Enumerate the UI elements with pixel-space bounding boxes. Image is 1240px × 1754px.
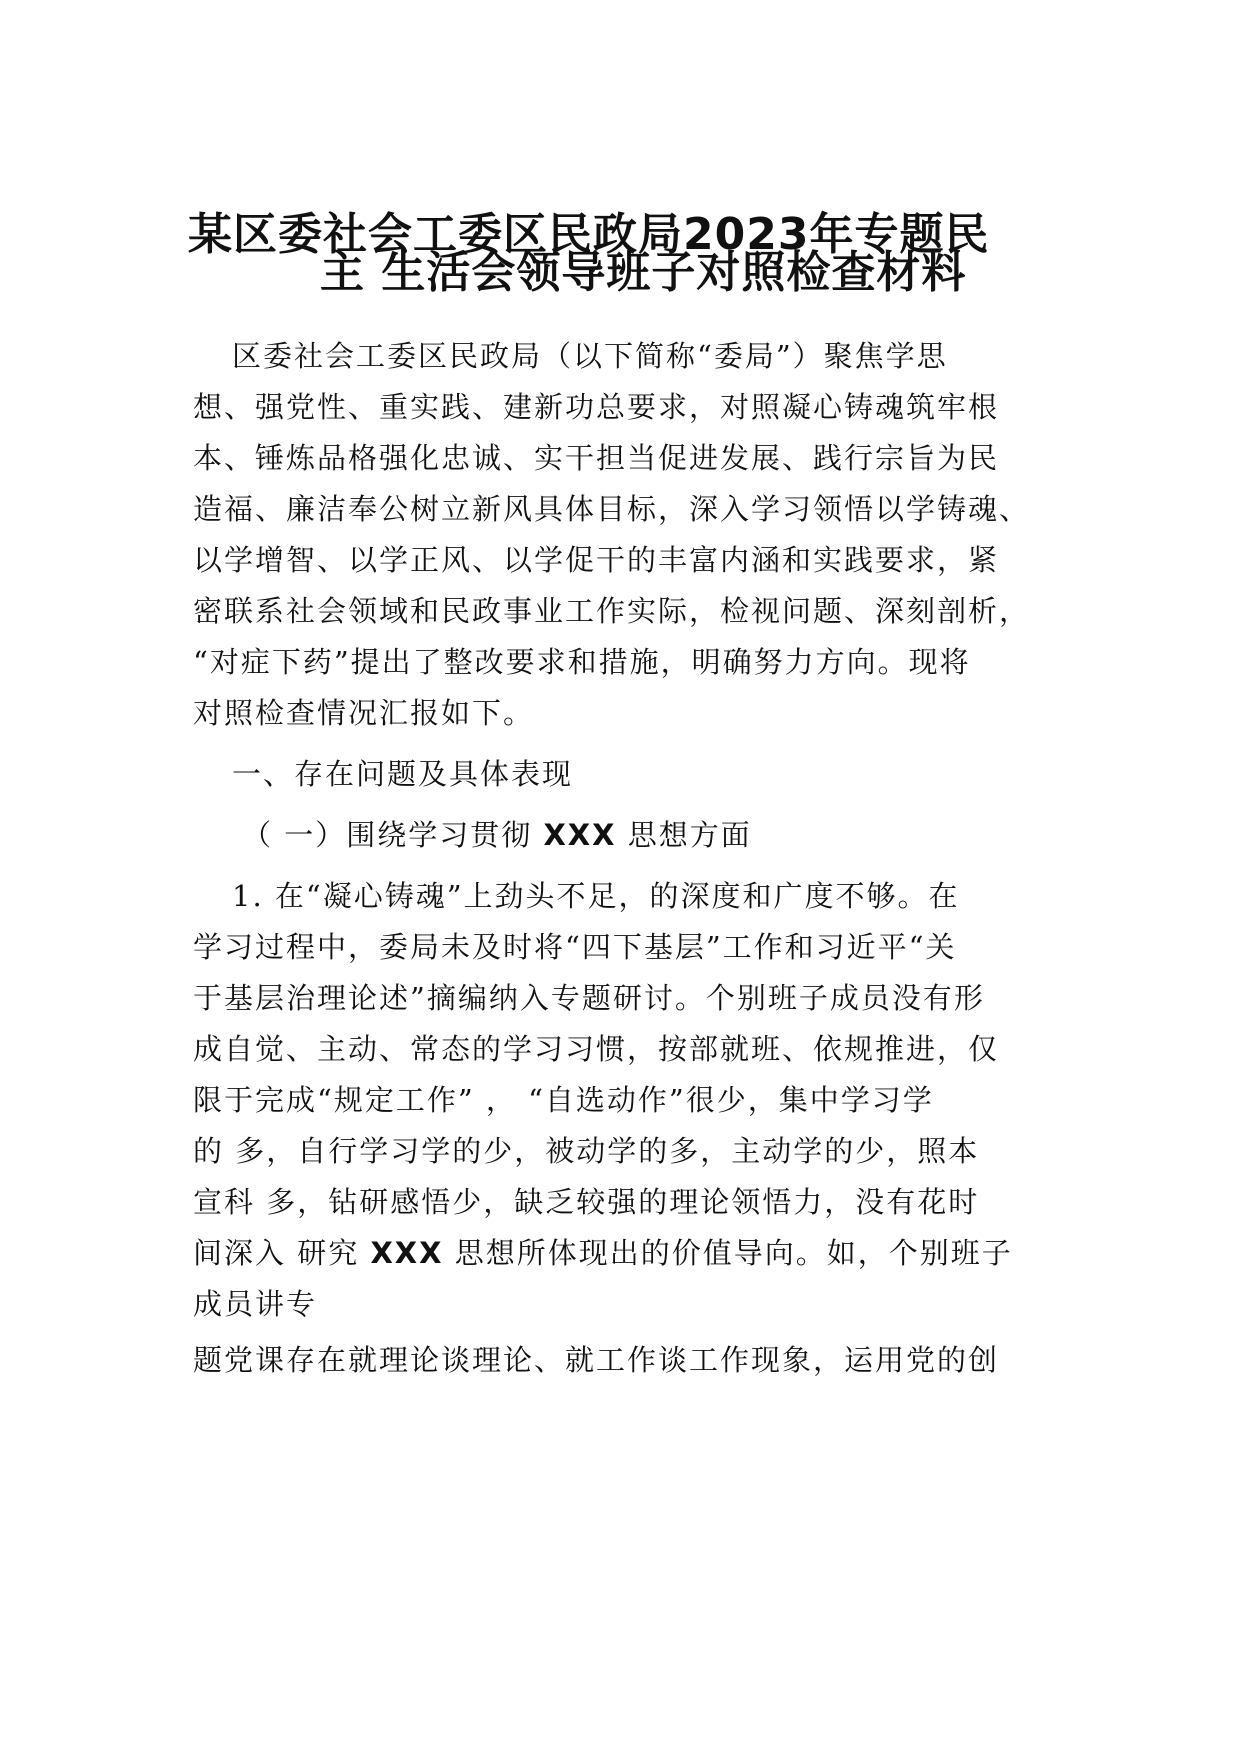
item1-line-1: 1. 在“凝心铸魂”上劲头不足，的深度和广度不够。在 bbox=[232, 879, 960, 913]
intro-line-5: 以学增智、以学正风、以学促干的丰富内涵和实践要求，紧 bbox=[193, 543, 1000, 577]
subsection-heading-text-after: 思想方面 bbox=[616, 818, 752, 852]
item1-line-8-before: 间深入 研究 bbox=[193, 1236, 371, 1270]
intro-line-2: 想、强党性、重实践、建新功总要求，对照凝心铸魂筑牢根 bbox=[193, 390, 1000, 424]
subsection-heading-text-before: （ 一）围绕学习贯彻 bbox=[242, 818, 544, 852]
intro-line-1: 区委社会工委区民政局（以下简称“委局”）聚焦学思 bbox=[232, 339, 948, 373]
subsection-heading-1 bbox=[242, 815, 1122, 855]
item1-line-10: 题党课存在就理论谈理论、就工作谈工作现象，运用党的创 bbox=[193, 1343, 1000, 1377]
intro-line-3: 本、锤炼品格强化忠诚、实干担当促进发展、践行宗旨为民 bbox=[193, 441, 1000, 475]
section-heading-1: 一、存在问题及具体表现 bbox=[232, 757, 574, 791]
item1-line-5: 限于完成“规定工作” ， “自选动作”很少，集中学习学 bbox=[193, 1083, 934, 1117]
intro-line-7: “对症下药”提出了整改要求和措施，明确努力方向。现将 bbox=[193, 645, 971, 679]
intro-line-4: 造福、廉洁奉公树立新风具体目标，深入学习领悟以学铸魂、 bbox=[193, 492, 1031, 526]
item1-line-8-after: 思想所体现出的价值导向。如，个别班子 bbox=[443, 1236, 1013, 1270]
intro-line-8: 对照检查情况汇报如下。 bbox=[193, 696, 535, 730]
intro-line-6: 密联系社会领域和民政事业工作实际，检视问题、深刻剖析， bbox=[193, 594, 1031, 628]
item1-line-7: 宣科 多，钻研感悟少，缺乏较强的理论领悟力，没有花时 bbox=[193, 1185, 980, 1219]
subsection-heading-bold: XXX bbox=[543, 818, 617, 852]
item1-line-8-bold: XXX bbox=[370, 1236, 444, 1270]
item1-line-2: 学习过程中，委局未及时将“四下基层”工作和习近平“关 bbox=[193, 930, 957, 964]
item1-line-6: 的 多，自行学习学的少，被动学的多，主动学的少，照本 bbox=[193, 1134, 980, 1168]
item1-line-8 bbox=[193, 1233, 1073, 1273]
item1-line-9: 成员讲专 bbox=[193, 1287, 318, 1321]
item1-line-4: 成自觉、主动、常态的学习习惯，按部就班、依规推进，仅 bbox=[193, 1032, 1000, 1066]
document-title-line-1: 某区委社会工委区民政局2023年专题民 bbox=[188, 209, 990, 260]
item1-line-3: 于基层治理论述”摘编纳入专题研讨。个别班子成员没有形 bbox=[193, 981, 985, 1015]
document-title-line-2: 主 生活会领导班子对照检查材料 bbox=[320, 247, 967, 298]
